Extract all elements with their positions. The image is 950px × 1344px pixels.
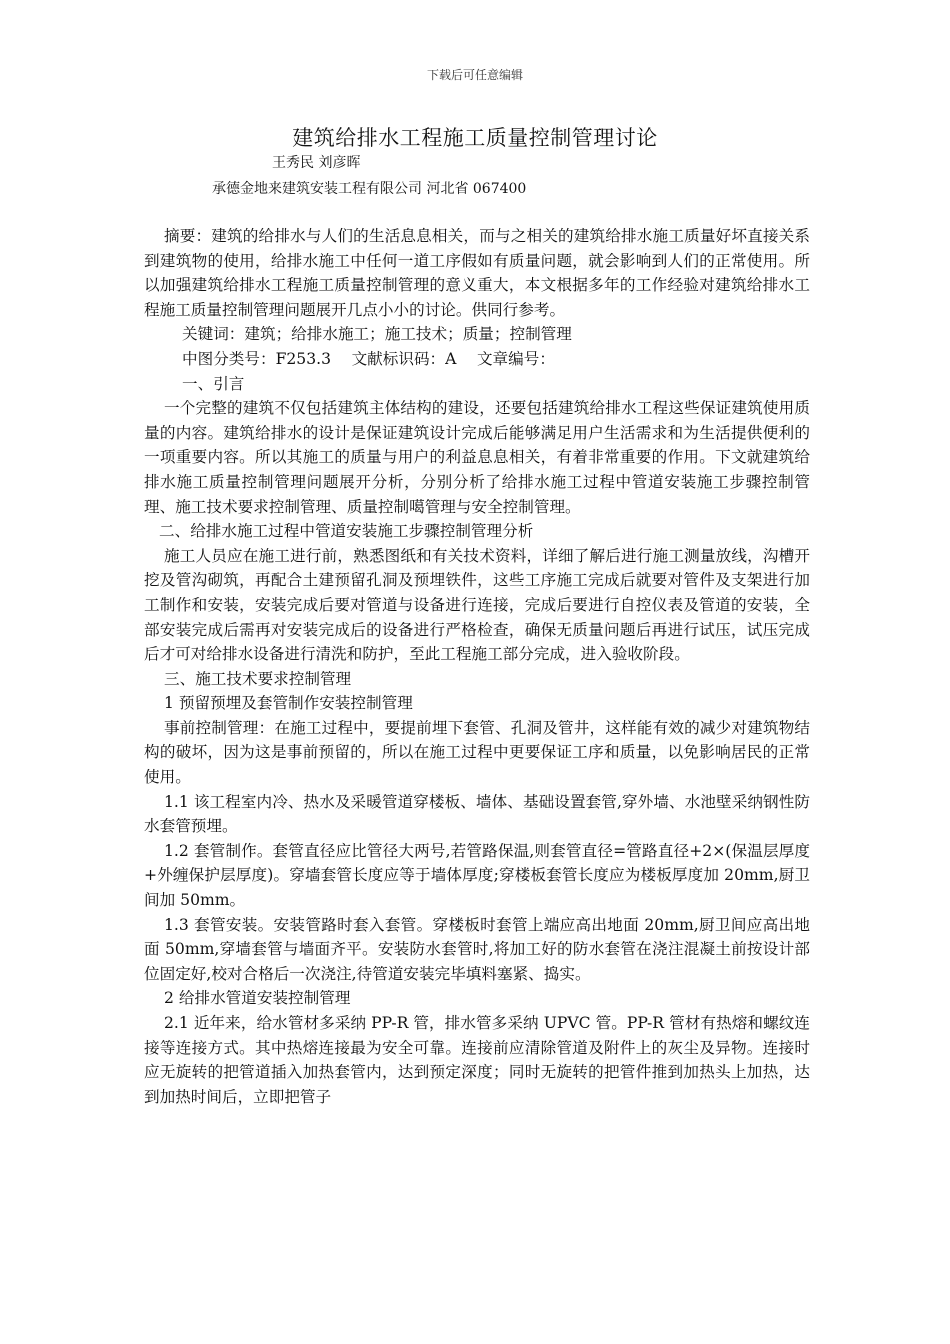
keywords-line: 关键词：建筑；给排水施工；施工技术；质量；控制管理 <box>182 325 572 344</box>
body-paragraph: 1.1 该工程室内冷、热水及采暖管道穿楼板、墙体、基础设置套管,穿外墙、水池壁采纳钢性防水套管预埋。 <box>144 792 810 836</box>
section-heading-2: 二、给排水施工过程中管道安装施工步骤控制管理分析 <box>159 522 534 541</box>
document-title: 建筑给排水工程施工质量控制管理讨论 <box>292 126 658 150</box>
subsection-heading-2: 2 给排水管道安装控制管理 <box>164 989 351 1008</box>
body-paragraph: 施工人员应在施工进行前，熟悉图纸和有关技术资料，详细了解后进行施工测量放线，沟槽开挖及管沟砌筑，再配合土建预留孔洞及预埋铁件，这些工序施工完成后就要对管件及支架进行加工制作和安装，安装完成后要对管道与设备进行连接，完成后要进行自控仪表及管道的安装，全部安装完成后需再对安装完成后的设备进行严格检查，确保无质量问题后再进行试压，试压完成后才可对给排水设备进行清洗和防护，至此工程施工部分完成，进入验收阶段。 <box>144 546 810 664</box>
document-body <box>144 224 810 1109</box>
abstract-paragraph: 摘要：建筑的给排水与人们的生活息息相关，而与之相关的建筑给排水施工质量好坏直接关系到建筑物的使用，给排水施工中任何一道工序假如有质量问题，就会影响到人们的正常使用。所以加强建筑给排水工程施工质量控制管理的意义重大，本文根据多年的工作经验对建筑给排水工程施工质量控制管理问题展开几点小小的讨论。供同行参考。 <box>144 227 810 319</box>
body-paragraph: 一个完整的建筑不仅包括建筑主体结构的建设，还要包括建筑给排水工程这些保证建筑使用质量的内容。建筑给排水的设计是保证建筑设计完成后能够满足用户生活需求和为生活提供便利的一项重要内容。所以其施工的质量与用户的利益息息相关，有着非常重要的作用。下文就建筑给排水施工质量控制管理问题展开分析，分别分析了给排水施工过程中管道安装施工步骤控制管理、施工技术要求控制管理、质量控制噶管理与安全控制管理。 <box>144 399 810 516</box>
body-paragraph: 1.2 套管制作。套管直径应比管径大两号,若管路保温,则套管直径=管路直径+2×(保温层厚度+外缠保护层厚度)。穿墙套管长度应等于墙体厚度;穿楼板套管长度应为楼板厚度加 20mm,厨卫间加 50mm。 <box>144 841 810 910</box>
authors: 王秀民 刘彦晖 <box>272 155 361 171</box>
section-heading-3: 三、施工技术要求控制管理 <box>164 669 352 688</box>
body-paragraph: 事前控制管理：在施工过程中，要提前埋下套管、孔洞及管井，这样能有效的减少对建筑物结构的破坏，因为这是事前预留的，所以在施工过程中更要保证工序和质量，以免影响居民的正常使用。 <box>144 718 810 787</box>
body-paragraph: 1.3 套管安装。安装管路时套入套管。穿楼板时套管上端应高出地面 20mm,厨卫间应高出地面 50mm,穿墙套管与墙面齐平。安装防水套管时,将加工好的防水套管在浇注混凝土前按设计部位固定好,校对合格后一次浇注,待管道安装完毕填料塞紧、捣实。 <box>144 915 810 983</box>
subsection-heading-1: 1 预留预埋及套管制作安装控制管理 <box>164 694 413 713</box>
header-note: 下载后可任意编辑 <box>426 68 523 82</box>
body-paragraph: 2.1 近年来，给水管材多采纳 PP-R 管，排水管多采纳 UPVC 管。PP-R 管材有热熔和螺纹连接等连接方式。其中热熔连接最为安全可靠。连接前应清除管道及附件上的灰尘及异物。连接时应无旋转的把管道插入加热套管内，达到预定深度；同时无旋转的把管件推到加热头上加热，达到加热时间后，立即把管子 <box>144 1014 810 1106</box>
section-heading-intro: 一、引言 <box>182 374 245 393</box>
classification-line: 中图分类号：F253.3 文献标识码：A 文章编号： <box>182 349 555 368</box>
affiliation: 承德金地来建筑安装工程有限公司 河北省 067400 <box>212 181 527 197</box>
